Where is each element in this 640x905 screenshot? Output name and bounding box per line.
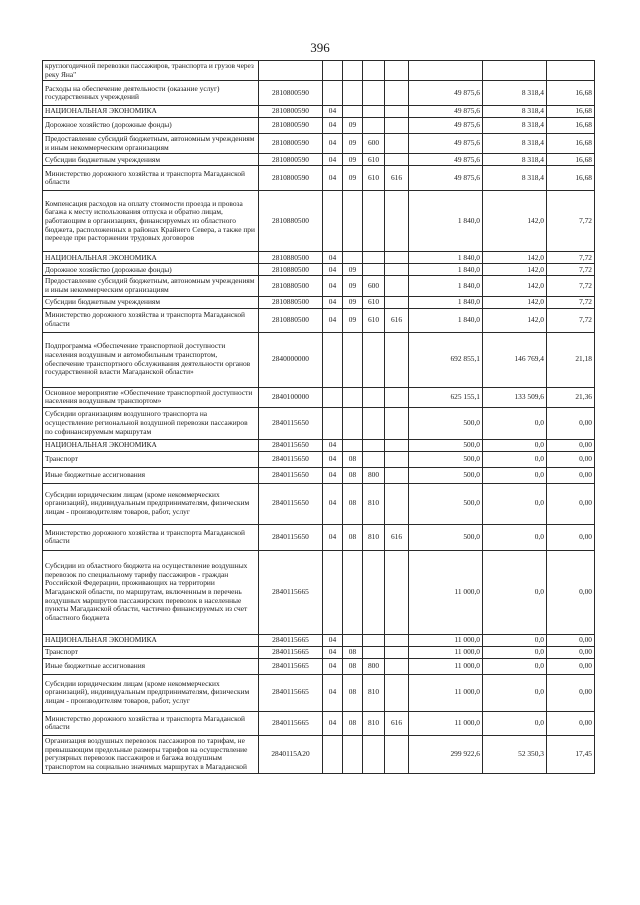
row-expense-type: 810 [363,711,385,735]
row-percent: 0,00 [547,711,595,735]
row-executed [483,61,547,81]
table-row [43,191,595,252]
row-name: Предоставление субсидий бюджетным, автономным учреждениям и иным некоммерческим организациям [43,276,259,296]
row-name: Основное мероприятие «Обеспечение транспортной доступности населения воздушным транспортом» [43,387,259,407]
row-planned: 1 840,0 [409,296,483,308]
row-name: Субсидии юридическим лицам (кроме некоммерческих организаций), индивидуальным предпринимателям, физическим лицам - производителям товаров, работ, услуг [43,674,259,711]
row-planned: 500,0 [409,483,483,524]
table-row [43,61,595,81]
row-planned: 49 875,6 [409,154,483,166]
row-subsection [343,61,363,81]
row-subsection: 09 [343,134,363,154]
row-csr: 2810880500 [259,191,323,252]
row-percent: 16,68 [547,134,595,154]
row-executed: 8 318,4 [483,134,547,154]
row-percent: 16,68 [547,166,595,191]
row-admin-code [385,264,409,276]
row-planned: 1 840,0 [409,191,483,252]
row-name: Министерство дорожного хозяйства и транспорта Магаданской области [43,711,259,735]
row-expense-type: 610 [363,308,385,332]
row-name: Компенсация расходов на оплату стоимости проезда и провоза багажа к месту использования отпуска и обратно лицам, работающим в организациях, финансируемых из областного бюджета, расположенных в районах Крайнего Севера, а также при переезде при расторжении трудовых договоров [43,191,259,252]
row-csr: 2840115650 [259,407,323,439]
row-subsection: 09 [343,118,363,134]
row-expense-type [363,550,385,634]
row-expense-type: 810 [363,483,385,524]
row-subsection: 09 [343,166,363,191]
table-row [43,407,595,439]
row-subsection: 08 [343,524,363,550]
row-planned: 500,0 [409,451,483,467]
row-planned: 11 000,0 [409,711,483,735]
row-admin-code: 616 [385,711,409,735]
table-row [43,154,595,166]
row-executed: 142,0 [483,264,547,276]
row-percent: 16,68 [547,154,595,166]
row-expense-type: 610 [363,296,385,308]
row-executed: 0,0 [483,711,547,735]
table-row [43,467,595,483]
row-percent: 7,72 [547,191,595,252]
row-name: круглогодичной перевозки пассажиров, транспорта и грузов через реку Яна" [43,61,259,81]
row-section: 04 [323,308,343,332]
table-row [43,387,595,407]
row-expense-type: 610 [363,166,385,191]
row-name: Организация воздушных перевозок пассажиров по тарифам, не превышающим предельные размеры тарифов на осуществление регулярных перевозок пассажиров и багажа воздушным транспортом на социально значимых маршрутах в Магаданской [43,735,259,773]
row-name: НАЦИОНАЛЬНАЯ ЭКОНОМИКА [43,106,259,118]
row-percent: 0,00 [547,467,595,483]
row-name: НАЦИОНАЛЬНАЯ ЭКОНОМИКА [43,439,259,451]
row-expense-type: 800 [363,658,385,674]
row-csr: 2840115650 [259,524,323,550]
row-admin-code [385,296,409,308]
row-csr: 2840115665 [259,674,323,711]
row-subsection: 08 [343,467,363,483]
row-name: Дорожное хозяйство (дорожные фонды) [43,118,259,134]
row-section: 04 [323,451,343,467]
table-row [43,483,595,524]
row-planned: 1 840,0 [409,276,483,296]
row-admin-code [385,134,409,154]
row-planned: 500,0 [409,407,483,439]
table-row [43,451,595,467]
row-expense-type [363,387,385,407]
row-section: 04 [323,166,343,191]
row-name: Транспорт [43,646,259,658]
row-csr: 2840115650 [259,451,323,467]
row-planned: 1 840,0 [409,252,483,264]
table-body [43,61,595,774]
row-percent: 7,72 [547,308,595,332]
row-admin-code [385,387,409,407]
row-executed: 142,0 [483,252,547,264]
row-planned: 49 875,6 [409,118,483,134]
row-planned: 299 922,6 [409,735,483,773]
row-percent: 0,00 [547,646,595,658]
row-section: 04 [323,276,343,296]
row-section: 04 [323,439,343,451]
row-planned: 49 875,6 [409,166,483,191]
row-section: 04 [323,296,343,308]
row-expense-type: 610 [363,154,385,166]
table-row [43,332,595,387]
row-expense-type [363,451,385,467]
row-planned: 49 875,6 [409,134,483,154]
row-subsection [343,735,363,773]
row-expense-type: 800 [363,467,385,483]
table-row [43,118,595,134]
row-section: 04 [323,711,343,735]
row-expense-type: 810 [363,524,385,550]
row-admin-code [385,61,409,81]
row-percent: 16,68 [547,118,595,134]
row-subsection: 09 [343,276,363,296]
row-percent: 7,72 [547,264,595,276]
row-csr: 2840100000 [259,387,323,407]
table-row [43,296,595,308]
row-admin-code [385,118,409,134]
row-section: 04 [323,467,343,483]
row-csr: 2810800590 [259,154,323,166]
row-admin-code [385,407,409,439]
row-executed: 142,0 [483,191,547,252]
row-csr: 2810880500 [259,308,323,332]
row-admin-code [385,106,409,118]
row-executed: 0,0 [483,483,547,524]
row-subsection [343,191,363,252]
row-executed: 8 318,4 [483,81,547,106]
row-expense-type [363,106,385,118]
row-planned: 692 855,1 [409,332,483,387]
row-section: 04 [323,658,343,674]
table-row [43,646,595,658]
row-subsection: 08 [343,483,363,524]
row-csr: 2840115665 [259,550,323,634]
row-planned: 11 000,0 [409,634,483,646]
row-admin-code [385,154,409,166]
row-percent: 0,00 [547,407,595,439]
row-subsection: 08 [343,711,363,735]
row-planned [409,61,483,81]
row-percent: 17,45 [547,735,595,773]
row-planned: 500,0 [409,524,483,550]
row-percent: 16,68 [547,106,595,118]
table-row [43,252,595,264]
row-planned: 1 840,0 [409,308,483,332]
row-percent: 0,00 [547,439,595,451]
row-executed: 0,0 [483,658,547,674]
row-subsection [343,332,363,387]
row-admin-code [385,276,409,296]
row-executed: 8 318,4 [483,166,547,191]
row-percent: 0,00 [547,483,595,524]
row-admin-code [385,550,409,634]
row-executed: 0,0 [483,524,547,550]
row-name: НАЦИОНАЛЬНАЯ ЭКОНОМИКА [43,252,259,264]
row-subsection [343,81,363,106]
row-name: Министерство дорожного хозяйства и транспорта Магаданской области [43,308,259,332]
row-admin-code [385,191,409,252]
row-section [323,191,343,252]
row-name: Министерство дорожного хозяйства и транспорта Магаданской области [43,524,259,550]
row-admin-code [385,252,409,264]
row-name: Расходы на обеспечение деятельности (оказание услуг) государственных учреждений [43,81,259,106]
row-percent: 21,36 [547,387,595,407]
row-executed: 0,0 [483,451,547,467]
row-subsection: 08 [343,674,363,711]
row-percent: 7,72 [547,252,595,264]
row-percent: 0,00 [547,524,595,550]
row-executed: 52 350,3 [483,735,547,773]
row-expense-type: 810 [363,674,385,711]
row-executed: 0,0 [483,407,547,439]
table-row [43,308,595,332]
table-row [43,634,595,646]
table-row [43,134,595,154]
row-percent: 0,00 [547,658,595,674]
row-csr: 2840000000 [259,332,323,387]
row-section: 04 [323,483,343,524]
row-expense-type: 600 [363,276,385,296]
row-expense-type [363,61,385,81]
row-csr: 2810800590 [259,118,323,134]
row-csr: 2810800590 [259,166,323,191]
row-csr: 2840115665 [259,634,323,646]
row-executed: 0,0 [483,674,547,711]
row-expense-type [363,735,385,773]
row-percent: 21,18 [547,332,595,387]
row-admin-code: 616 [385,524,409,550]
row-csr: 2840115665 [259,711,323,735]
row-section [323,332,343,387]
row-planned: 11 000,0 [409,674,483,711]
row-expense-type [363,332,385,387]
row-expense-type [363,252,385,264]
row-admin-code [385,467,409,483]
row-name: Субсидии бюджетным учреждениям [43,154,259,166]
row-planned: 625 155,1 [409,387,483,407]
row-percent [547,61,595,81]
row-name: Министерство дорожного хозяйства и транспорта Магаданской области [43,166,259,191]
row-admin-code [385,483,409,524]
row-section [323,387,343,407]
row-admin-code [385,735,409,773]
row-percent: 7,72 [547,276,595,296]
row-executed: 142,0 [483,296,547,308]
row-csr [259,61,323,81]
row-subsection [343,550,363,634]
row-executed: 142,0 [483,308,547,332]
row-section [323,81,343,106]
row-section [323,407,343,439]
row-subsection [343,439,363,451]
row-csr: 2840115А20 [259,735,323,773]
row-subsection: 08 [343,658,363,674]
row-csr: 2810800590 [259,134,323,154]
row-name: Субсидии бюджетным учреждениям [43,296,259,308]
row-admin-code [385,81,409,106]
table-row [43,674,595,711]
row-csr: 2810880500 [259,264,323,276]
row-expense-type [363,81,385,106]
row-executed: 0,0 [483,439,547,451]
row-planned: 11 000,0 [409,658,483,674]
row-subsection: 09 [343,264,363,276]
row-csr: 2840115665 [259,658,323,674]
table-row [43,524,595,550]
row-admin-code [385,646,409,658]
row-percent: 0,00 [547,550,595,634]
row-subsection: 09 [343,296,363,308]
row-percent: 0,00 [547,451,595,467]
row-name: Иные бюджетные ассигнования [43,467,259,483]
row-csr: 2810880500 [259,296,323,308]
row-section [323,61,343,81]
row-name: Субсидии из областного бюджета на осуществление воздушных перевозок по специальному тарифу пассажиров - граждан Российской Федерации, проживающих на территории Магаданской области, по маршрутам, включенным в перечень воздушных маршрутов пассажирских перевозок в населенные пункты Магаданской области, частично финансируемых из счет областного бюджета [43,550,259,634]
row-expense-type [363,439,385,451]
row-csr: 2810880500 [259,252,323,264]
row-admin-code [385,451,409,467]
row-name: Транспорт [43,451,259,467]
row-admin-code: 616 [385,308,409,332]
row-admin-code [385,439,409,451]
row-expense-type [363,634,385,646]
row-name: Иные бюджетные ассигнования [43,658,259,674]
row-section: 04 [323,634,343,646]
row-section: 04 [323,134,343,154]
row-csr: 2840115665 [259,646,323,658]
row-subsection [343,634,363,646]
row-name: Субсидии организациям воздушного транспорта на осуществление региональной воздушной перевозки пассажиров по софинансируемым маршрутам [43,407,259,439]
row-expense-type: 600 [363,134,385,154]
row-name: Подпрограмма «Обеспечение транспортной доступности населения воздушным и автомобильным транспортом, обеспечение транспортного обслуживания деятельности органов государственной власти Магаданской области» [43,332,259,387]
row-expense-type [363,191,385,252]
row-admin-code: 616 [385,166,409,191]
row-section: 04 [323,106,343,118]
row-section: 04 [323,524,343,550]
row-executed: 0,0 [483,467,547,483]
row-section: 04 [323,646,343,658]
row-percent: 0,00 [547,674,595,711]
row-subsection [343,407,363,439]
row-section: 04 [323,264,343,276]
row-name: НАЦИОНАЛЬНАЯ ЭКОНОМИКА [43,634,259,646]
row-section [323,735,343,773]
row-section: 04 [323,674,343,711]
table-row [43,439,595,451]
row-subsection: 08 [343,451,363,467]
row-executed: 0,0 [483,646,547,658]
row-percent: 0,00 [547,634,595,646]
row-csr: 2810800590 [259,106,323,118]
row-name: Субсидии юридическим лицам (кроме некоммерческих организаций), индивидуальным предпринимателям, физическим лицам - производителям товаров, работ, услуг [43,483,259,524]
row-subsection: 09 [343,308,363,332]
row-planned: 49 875,6 [409,81,483,106]
row-csr: 2840115650 [259,439,323,451]
row-section: 04 [323,154,343,166]
row-planned: 500,0 [409,467,483,483]
row-section: 04 [323,118,343,134]
row-csr: 2810800590 [259,81,323,106]
row-admin-code [385,674,409,711]
table-row [43,106,595,118]
row-executed: 8 318,4 [483,118,547,134]
row-percent: 16,68 [547,81,595,106]
row-section [323,550,343,634]
table-row [43,166,595,191]
row-planned: 49 875,6 [409,106,483,118]
row-planned: 1 840,0 [409,264,483,276]
table-row [43,735,595,773]
row-csr: 2840115650 [259,483,323,524]
row-section: 04 [323,252,343,264]
row-admin-code [385,658,409,674]
row-expense-type [363,264,385,276]
row-planned: 500,0 [409,439,483,451]
table-row [43,264,595,276]
row-executed: 8 318,4 [483,106,547,118]
row-executed: 8 318,4 [483,154,547,166]
row-admin-code [385,332,409,387]
row-name: Предоставление субсидий бюджетным, автономным учреждениям и иным некоммерческим организациям [43,134,259,154]
row-subsection [343,387,363,407]
row-expense-type [363,646,385,658]
row-executed: 146 769,4 [483,332,547,387]
row-expense-type [363,407,385,439]
row-csr: 2810880500 [259,276,323,296]
page-number: 396 [310,40,330,55]
table-row [43,711,595,735]
table-row [43,81,595,106]
row-executed: 0,0 [483,550,547,634]
row-csr: 2840115650 [259,467,323,483]
row-subsection: 08 [343,646,363,658]
row-planned: 11 000,0 [409,550,483,634]
row-expense-type [363,118,385,134]
row-name: Дорожное хозяйство (дорожные фонды) [43,264,259,276]
row-executed: 0,0 [483,634,547,646]
table-row [43,550,595,634]
row-subsection [343,106,363,118]
table-row [43,658,595,674]
row-admin-code [385,634,409,646]
row-subsection: 09 [343,154,363,166]
budget-table [42,60,595,774]
row-percent: 7,72 [547,296,595,308]
row-subsection [343,252,363,264]
row-executed: 142,0 [483,276,547,296]
table-row [43,276,595,296]
row-executed: 133 509,6 [483,387,547,407]
row-planned: 11 000,0 [409,646,483,658]
